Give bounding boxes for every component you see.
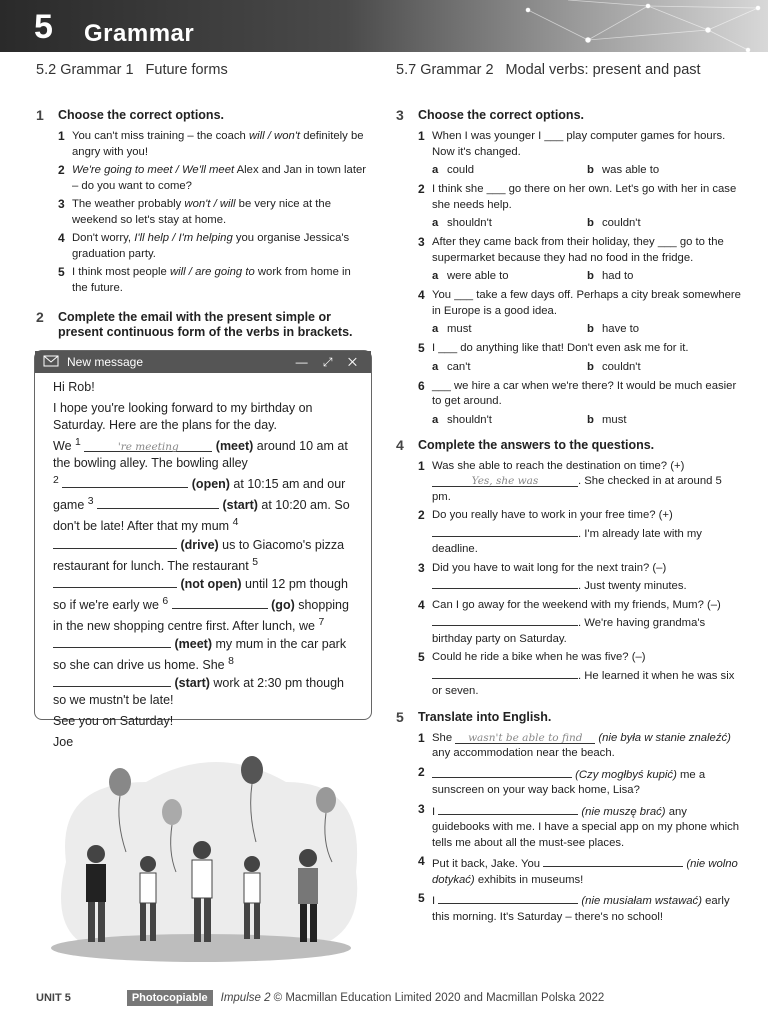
left-column — [36, 108, 366, 346]
exercise-5-item — [418, 802, 742, 852]
item-number: 6 — [418, 378, 425, 393]
answer-blank[interactable] — [438, 802, 578, 815]
exercise-1-item — [58, 129, 366, 160]
email-body — [35, 373, 371, 761]
option-b[interactable]: b had to — [587, 270, 634, 282]
option-choice[interactable]: will / won't — [248, 130, 301, 142]
exercise-4-item — [418, 508, 742, 558]
email-window — [34, 350, 372, 750]
item-number: 3 — [418, 801, 425, 816]
item-text: After they came back from their holiday, they ___ go to the supermarket because they had no food in the fridge. — [432, 236, 724, 264]
left-section-title: 5.2 Grammar 1 Future forms — [36, 62, 228, 78]
right-section-title: 5.7 Grammar 2 Modal verbs: present and past — [396, 62, 701, 78]
item-text: We're going to meet / We'll meet Alex and Jan in town later – do you want to come? — [72, 164, 367, 192]
email-closing: See you on Saturday! — [53, 714, 174, 729]
item-number: 5 — [418, 341, 425, 355]
item-text: Can I go away for the weekend with my friends, Mum? (–) . We're having grandma's birthday party on Saturday. — [432, 598, 721, 645]
item-number: 1 — [418, 129, 425, 143]
exercise-5-item — [418, 891, 742, 925]
item-text: Did you have to wait long for the next train? (–) . Just twenty minutes. — [432, 561, 687, 592]
option-choice[interactable]: We're going to meet / We'll meet — [72, 164, 235, 176]
exercise-3-item — [418, 341, 742, 357]
item-text: ___ we hire a car when we're there? It would be much easier to get around. — [432, 379, 737, 407]
item-number: 2 — [418, 764, 425, 779]
answer-options — [432, 322, 742, 337]
exercise-1-item — [58, 197, 366, 228]
option-a[interactable]: a were able to — [432, 270, 509, 282]
option-choice[interactable]: I'll help / I'm helping — [134, 232, 233, 244]
option-a[interactable]: a could — [432, 164, 475, 176]
exercise-4-item — [418, 598, 742, 648]
item-text: You ___ take a few days off. Perhaps a city break somewhere in Europe is a good idea. — [432, 289, 741, 317]
item-number: 1 — [58, 129, 65, 143]
item-text: I (nie musiałam wstawać) early this morning. It's Saturday – there's no school! — [432, 891, 742, 925]
item-text: When I was younger I ___ play computer games for hours. Now it's changed. — [432, 130, 726, 158]
option-choice[interactable]: won't / will — [184, 198, 236, 210]
page-header — [0, 0, 768, 52]
polish-hint: (nie musiałam wstawać) — [581, 895, 702, 907]
item-text: Put it back, Jake. You (nie wolno dotykać) exhibits in museums! — [432, 854, 742, 888]
answer-blank[interactable] — [53, 674, 171, 687]
option-a[interactable]: a shouldn't — [432, 413, 492, 426]
exercise-1-item — [58, 163, 366, 194]
answer-blank[interactable] — [53, 635, 171, 648]
exercise-5-item — [418, 765, 742, 799]
option-b[interactable]: b must — [587, 413, 627, 426]
item-number: 5 — [58, 265, 65, 279]
option-b[interactable]: b was able to — [587, 164, 660, 176]
email-greeting: Hi Rob! — [53, 380, 95, 394]
answer-blank[interactable] — [97, 496, 219, 509]
answer-options — [432, 269, 742, 284]
option-choice[interactable]: will / are going to — [169, 266, 255, 278]
item-text: The weather probably won't / will be very nice at the weekend so let's stay at home. — [72, 198, 331, 226]
party-illustration — [36, 742, 366, 968]
item-number: 2 — [418, 182, 425, 196]
option-b[interactable]: b couldn't — [587, 360, 641, 373]
item-number: 4 — [418, 288, 425, 302]
answer-blank[interactable] — [543, 854, 683, 867]
item-text: Don't worry, I'll help / I'm helping you organise Jessica's graduation party. — [72, 232, 350, 260]
answer-blank[interactable] — [53, 575, 177, 588]
answer-blank[interactable] — [432, 576, 578, 589]
item-number: 5 — [418, 650, 425, 664]
photocopiable-badge: Photocopiable — [127, 990, 213, 1006]
item-text: I think most people will / are going to work from home in the future. — [72, 266, 351, 294]
option-a[interactable]: a can't — [432, 360, 471, 373]
answer-blank[interactable] — [62, 475, 188, 488]
exercise-3-item — [418, 182, 742, 213]
option-b[interactable]: b have to — [587, 323, 640, 335]
polish-hint: (nie wolno dotykać) — [432, 858, 738, 886]
item-text: Could he ride a bike when he was five? (–) . He learned it when he was six or seven. — [432, 651, 735, 697]
unit-title: Grammar — [84, 20, 195, 47]
item-text: I think she ___ go there on her own. Let's go with her in case she needs help. — [432, 183, 737, 211]
item-number: 4 — [418, 597, 425, 612]
item-number: 3 — [58, 197, 65, 211]
exercise-3-heading: 3 Choose the correct options. — [396, 107, 584, 123]
item-text: Do you really have to work in your free time? (+) . I'm already late with my deadline. — [432, 509, 702, 555]
item-text: (Czy mogłbyś kupić) me a sunscreen on your way back home, Lisa? — [432, 765, 742, 799]
exercise-1-heading: 1 Choose the correct options. — [36, 107, 224, 123]
answer-blank[interactable] — [432, 613, 578, 626]
network-decoration — [508, 0, 768, 52]
exercise-1-item — [58, 265, 366, 296]
answer-blank[interactable] — [53, 536, 177, 549]
answer-options — [432, 360, 742, 375]
item-text: Was she able to reach the destination on time? (+) Yes, she was . She checked in at around 5 pm. — [432, 459, 722, 503]
polish-hint: (Czy mogłbyś kupić) — [575, 768, 677, 781]
item-text: She wasn't be able to find (nie była w stanie znaleźć) any accommodation near the beach. — [432, 731, 731, 759]
item-number: 3 — [418, 560, 425, 575]
exercise-5-heading: 5 Translate into English. — [396, 708, 552, 725]
email-paragraph: I hope you're looking forward to my birthday on Saturday. Here are the plans for the day. We $^1$ 're meeting (meet) around 10 am at the bowling alley. The bowling alley $^2$ (open) at 10:15 am and our game $^3$ (start) at 10:20 am. So don't be late! After that my mum $^4$ (drive) us to Giacomo's pizza restaurant for lunch. The restaurant $^5$ (not open) until 12 pm though so if we're early we $^6$ (go) shopping in the new shopping centre first. After lunch, we $^7$ (meet) my mum in the car park so she can drive us home. She $^8$ (start) work at 2:30 pm though so we mustn't be late! — [53, 401, 350, 708]
answer-blank[interactable]: wasn't be able to find — [455, 731, 595, 744]
answer-blank[interactable] — [432, 524, 578, 537]
unit-number: 5 — [34, 8, 53, 46]
exercise-1-item — [58, 231, 366, 262]
exercise-5-item — [418, 731, 742, 762]
window-controls[interactable]: — ⤢ ✕ — [295, 354, 363, 369]
polish-hint: (nie była w stanie znaleźć) — [598, 731, 731, 744]
option-a[interactable]: a must — [432, 323, 472, 335]
exercise-4-item — [418, 459, 742, 506]
exercise-3-item — [418, 379, 742, 410]
exercise-4-item — [418, 561, 742, 595]
exercise-3-item — [418, 288, 742, 319]
answer-blank[interactable]: 're meeting — [84, 439, 212, 452]
page-footer — [36, 990, 604, 1006]
exercise-3-item — [418, 129, 742, 160]
envelope-icon — [43, 355, 59, 370]
item-number: 1 — [418, 458, 425, 473]
answer-blank[interactable]: Yes, she was — [432, 474, 578, 487]
exercise-5-item — [418, 854, 742, 888]
exercise-2-heading: 2 Complete the email with the present simple or present continuous form of the verbs in brackets. — [36, 309, 353, 339]
exercise-3-item — [418, 235, 742, 266]
item-number: 1 — [418, 730, 425, 745]
item-number: 5 — [418, 891, 425, 905]
exercise-4-heading: 4 Complete the answers to the questions. — [396, 436, 655, 453]
email-signature: Joe — [53, 735, 74, 750]
option-b[interactable]: b couldn't — [587, 217, 641, 229]
item-number: 2 — [58, 163, 65, 177]
email-title-bar — [35, 351, 371, 373]
item-text: I (nie muszę brać) any guidebooks with me. I have a special app on my phone which tells me about all the must-see places. — [432, 802, 742, 852]
answer-options — [432, 413, 742, 428]
answer-blank[interactable] — [172, 596, 268, 609]
item-number: 4 — [58, 231, 65, 245]
answer-blank[interactable] — [432, 765, 572, 778]
footer-unit: UNIT 5 — [36, 992, 71, 1004]
answer-options — [432, 216, 742, 231]
option-a[interactable]: a shouldn't — [432, 217, 492, 229]
email-window-title: New message — [67, 355, 144, 369]
answer-options — [432, 163, 742, 178]
exercise-4-item — [418, 650, 742, 700]
item-text: I ___ do anything like that! Don't even ask me for it. — [432, 342, 689, 354]
answer-blank[interactable] — [432, 666, 578, 679]
item-text: You can't miss training – the coach will / won't definitely be angry with you! — [72, 130, 364, 158]
polish-hint: (nie muszę brać) — [581, 805, 666, 818]
item-number: 2 — [418, 508, 425, 522]
answer-blank[interactable] — [438, 891, 578, 904]
item-number: 4 — [418, 854, 425, 868]
right-column — [396, 108, 742, 928]
copyright: Impulse 2 © Macmillan Education Limited 2020 and Macmillan Polska 2022 — [220, 992, 605, 1004]
item-number: 3 — [418, 235, 425, 249]
